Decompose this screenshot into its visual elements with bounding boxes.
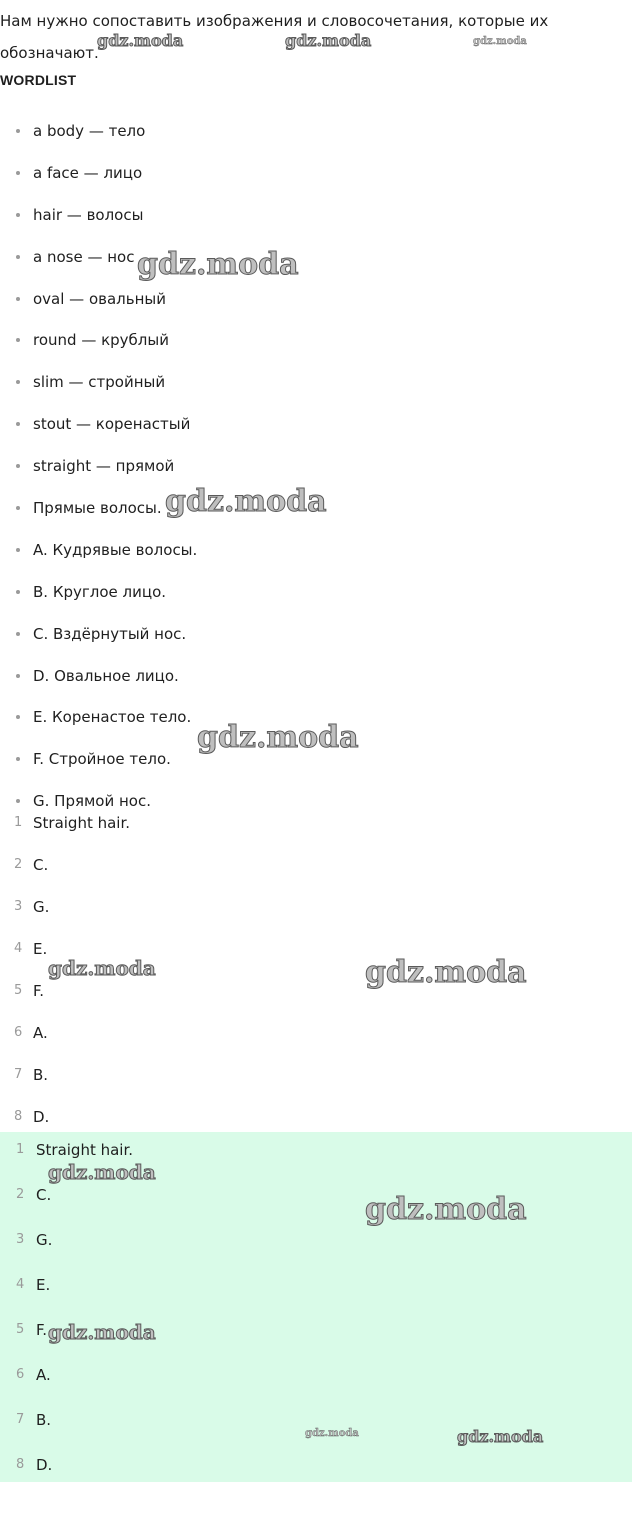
watermark: gdz.moda [457,1427,544,1446]
watermark: gdz.moda [165,484,327,519]
bullet-icon [16,171,20,175]
item-number: 3 [14,899,23,914]
bullet-icon [16,506,20,510]
wordlist-item: a face — лицо [0,153,197,195]
list-item: 8 D. [0,1097,130,1139]
watermark: gdz.moda [285,31,372,50]
wordlist-item: Прямые волосы. [0,488,197,530]
bullet-icon [16,338,20,342]
bullet-icon [16,129,20,133]
list-item: 6 A. [0,1013,130,1055]
answer-item: 4 E. [0,1267,133,1312]
bullet-icon [16,715,20,719]
item-number: 2 [16,1187,25,1202]
wordlist-heading: WORDLIST [0,72,77,88]
answer-item: 7 B. [0,1402,133,1447]
answer-item: 5 F. [0,1312,133,1357]
item-number: 8 [14,1109,23,1124]
answer-list [0,1132,133,1492]
wordlist-item: stout — коренастый [0,404,197,446]
watermark: gdz.moda [365,1192,527,1227]
list-item: 5 F. [0,971,130,1013]
item-number: 1 [14,815,23,830]
item-number: 6 [14,1025,23,1040]
answer-block [0,1132,632,1482]
wordlist-item: A. Кудрявые волосы. [0,530,197,572]
wordlist-item: D. Овальное лицо. [0,656,197,698]
wordlist-item: round — крублый [0,320,197,362]
item-number: 4 [14,941,23,956]
wordlist [0,111,197,823]
list-item: 1 Straight hair. [0,803,130,845]
item-number: 6 [16,1367,25,1382]
answer-item: 8 D. [0,1447,133,1492]
wordlist-item: a body — тело [0,111,197,153]
wordlist-item: B. Круглое лицо. [0,572,197,614]
watermark: gdz.moda [48,1160,156,1184]
bullet-icon [16,255,20,259]
bullet-icon [16,213,20,217]
bullet-icon [16,632,20,636]
bullet-icon [16,548,20,552]
bullet-icon [16,464,20,468]
list-item: 2 C. [0,845,130,887]
watermark: gdz.moda [48,956,156,980]
watermark: gdz.moda [48,1320,156,1344]
wordlist-item: slim — стройный [0,362,197,404]
item-number: 7 [16,1412,25,1427]
item-number: 7 [14,1067,23,1082]
answer-item: 1 Straight hair. [0,1132,133,1177]
bullet-icon [16,757,20,761]
matching-list [0,803,130,1139]
watermark: gdz.moda [305,1428,359,1439]
wordlist-item: straight — прямой [0,446,197,488]
item-number: 1 [16,1142,25,1157]
bullet-icon [16,422,20,426]
item-number: 3 [16,1232,25,1247]
bullet-icon [16,297,20,301]
item-number: 5 [14,983,23,998]
watermark: gdz.moda [365,955,527,990]
watermark: gdz.moda [137,247,299,282]
wordlist-item: F. Стройное тело. [0,739,197,781]
item-number: 5 [16,1322,25,1337]
item-number: 8 [16,1457,25,1472]
watermark: gdz.moda [473,36,527,47]
wordlist-item: G. Прямой нос. [0,781,197,823]
intro-text: Нам нужно сопоставить изображения и словосочетания, которые их обозначают. [0,12,549,62]
watermark: gdz.moda [97,31,184,50]
wordlist-item: hair — волосы [0,195,197,237]
bullet-icon [16,674,20,678]
watermark: gdz.moda [197,720,359,755]
wordlist-item: a nose — нос [0,237,197,279]
list-item: 7 B. [0,1055,130,1097]
answer-item: 2 C. [0,1177,133,1222]
answer-item: 6 A. [0,1357,133,1402]
list-item: 3 G. [0,887,130,929]
item-number: 2 [14,857,23,872]
wordlist-item: C. Вздёрнутый нос. [0,614,197,656]
answer-item: 3 G. [0,1222,133,1267]
list-item: 4 E. [0,929,130,971]
bullet-icon [16,590,20,594]
item-number: 4 [16,1277,25,1292]
wordlist-item: E. Коренастое тело. [0,697,197,739]
wordlist-item: oval — овальный [0,279,197,321]
bullet-icon [16,380,20,384]
